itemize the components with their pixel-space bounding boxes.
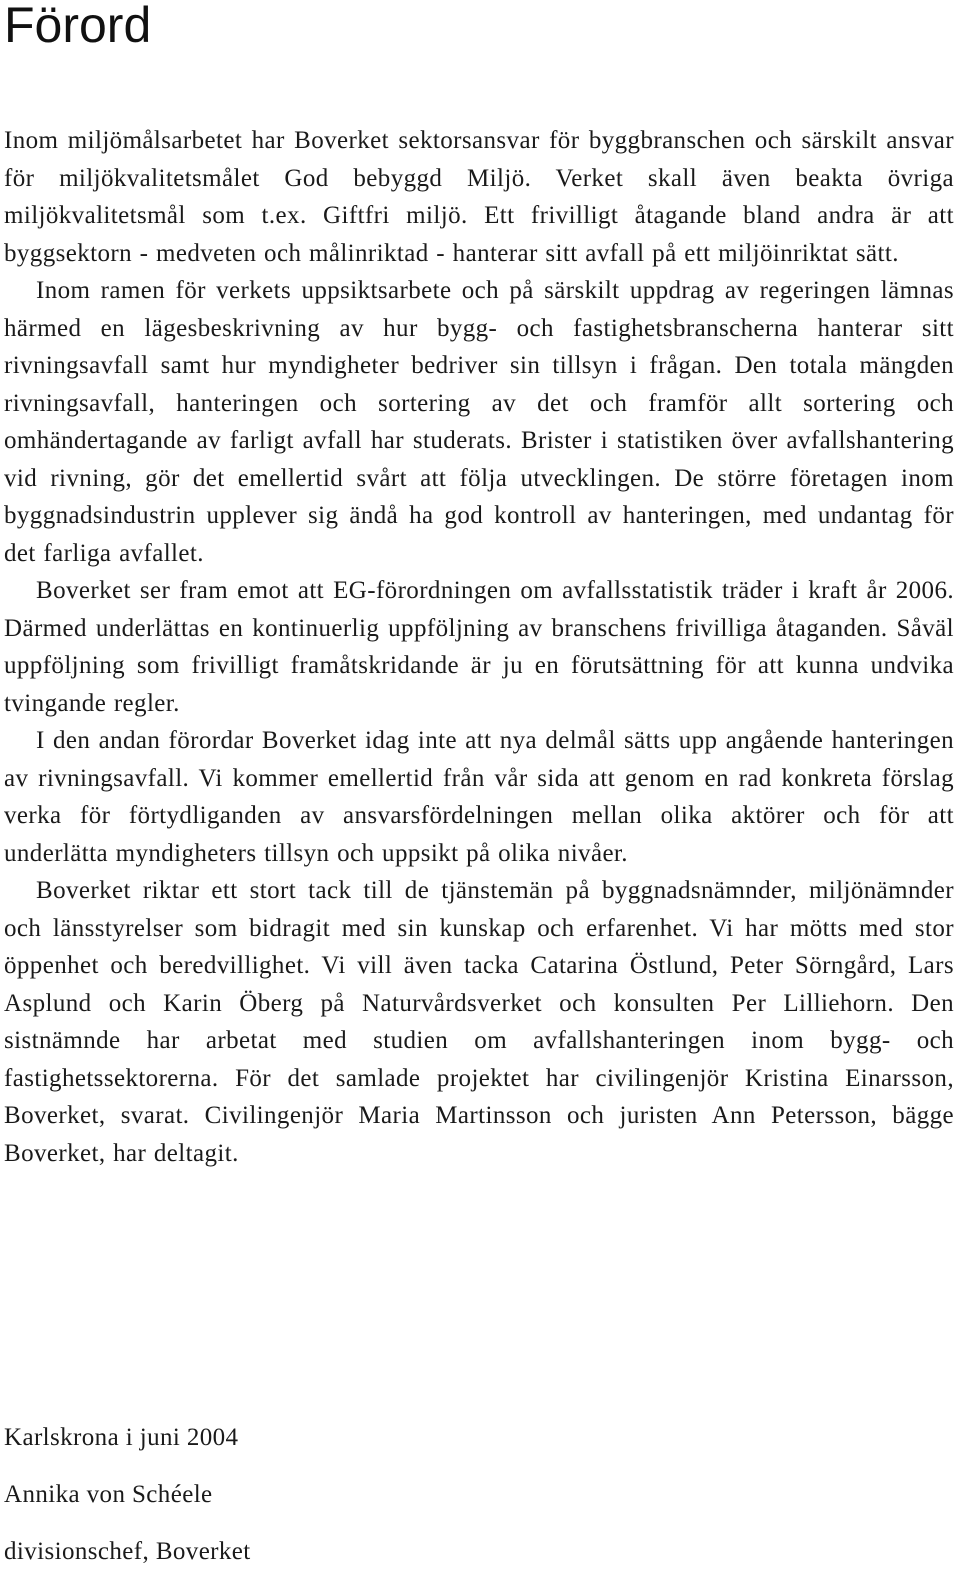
paragraph-statistics: Boverket ser fram emot att EG-förordningen om avfallsstatistik träder i kraft år 2006. Därmed underlättas en kontinuerlig uppföljning av branschens frivilliga åtaganden. Såväl uppföljning som frivilligt framåtskridande är ju en förutsättning för att kunna undvika tvingande regler.	[4, 577, 954, 717]
paragraph-acknowledgements: Boverket riktar ett stort tack till de tjänstemän på byggnadsnämnder, miljönämnder och länsstyrelser som bidragit med sin kunskap och erfarenhet. Vi har mötts med stor öppenhet och beredvillighet. Vi vill även tacka Catarina Östlund, Peter Sörngård, Lars Asplund och Karin Öberg på Naturvårdsverket och konsulten Per Lilliehorn. Den sistnämnde har arbetat med studien om avfallshanteringen inom bygg- och fastighetssektorerna. För det samlade projektet har civilingenjör Kristina Einarsson, Boverket, svarat. Civilingenjör Maria Martinsson och juristen Ann Petersson, bägge Boverket, har deltagit.	[4, 877, 954, 1167]
signature-place-date: Karlskrona i juni 2004	[4, 1424, 239, 1451]
signature-name: Annika von Schéele	[4, 1481, 213, 1508]
foreword-body	[4, 122, 954, 1172]
page-title: Förord	[4, 0, 152, 53]
signature-title: divisionschef, Boverket	[4, 1538, 251, 1565]
paragraph-mandate: Inom ramen för verkets uppsiktsarbete och på särskilt uppdrag av regeringen lämnas härmed en lägesbeskrivning av hur bygg- och fastighetsbranscherna hanterar sitt rivningsavfall samt hur myndigheter bedriver sin tillsyn i frågan. Den totala mängden rivningsavfall, hanteringen och sortering av det och framför allt sortering och omhändertagande av farligt avfall har studerats. Brister i statistiken över avfallshantering vid rivning, gör det emellertid svårt att följa utvecklingen. De större företagen inom byggnadsindustrin upplever sig ändå ha god kontroll av hanteringen, med undantag för det farliga avfallet.	[4, 277, 954, 567]
paragraph-proposals: I den andan förordar Boverket idag inte att nya delmål sätts upp angående hanteringen av rivningsavfall. Vi kommer emellertid från vår sida att genom en rad konkreta förslag verka för förtydliganden av ansvarsfördelningen mellan olika aktörer och för att underlätta myndigheters tillsyn och uppsikt på olika nivåer.	[4, 727, 954, 867]
paragraph-intro: Inom miljömålsarbetet har Boverket sektorsansvar för byggbranschen och särskilt ansvar för miljökvalitetsmålet God bebyggd Miljö. Verket skall även beakta övriga miljökvalitetsmål som t.ex. Giftfri miljö. Ett frivilligt åtagande bland andra är att byggsektorn - medveten och målinriktad - hanterar sitt avfall på ett miljöinriktat sätt.	[4, 127, 954, 267]
